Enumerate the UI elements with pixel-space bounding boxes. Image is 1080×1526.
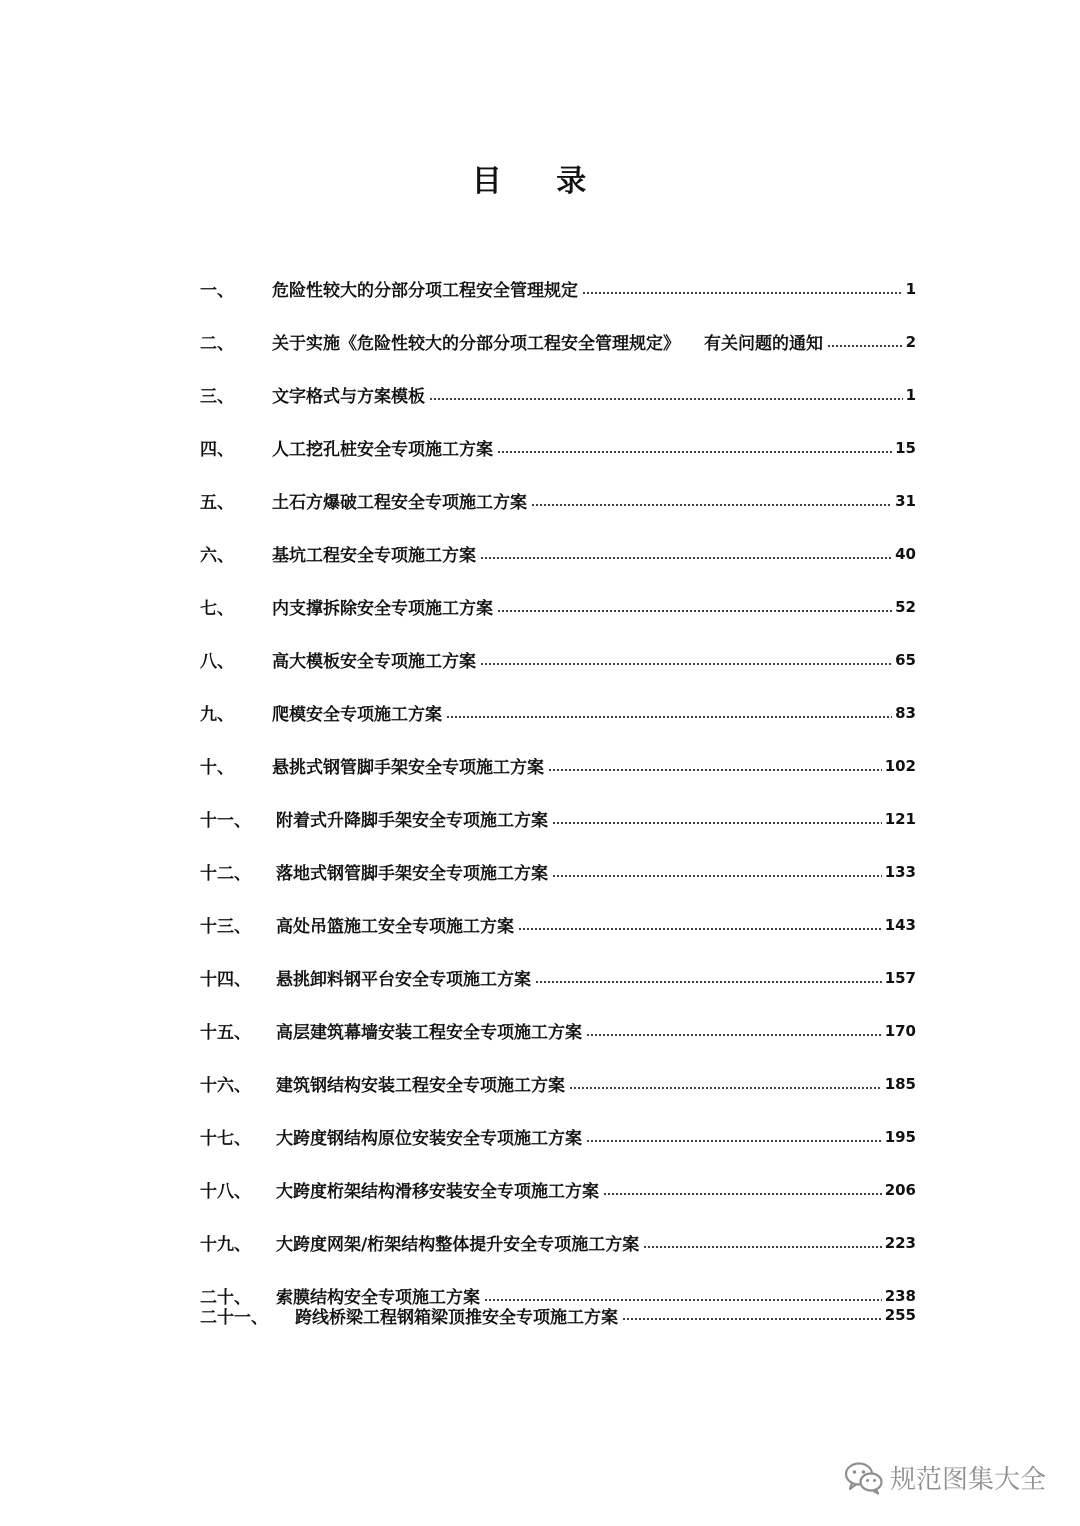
dot-leader <box>582 292 903 294</box>
toc-entry-page-number: 143 <box>884 915 916 934</box>
dot-leader <box>586 1140 882 1142</box>
dot-leader <box>446 716 892 718</box>
toc-entry[interactable] <box>200 1004 916 1057</box>
dot-leader <box>548 769 882 771</box>
dot-leader <box>603 1193 882 1195</box>
toc-entry-number: 十八、 <box>200 1182 251 1202</box>
toc-entry-title-suffix: 有关问题的通知 <box>704 334 823 354</box>
toc-entry-page-number: 121 <box>884 809 916 828</box>
toc-entry-title <box>276 1124 582 1149</box>
watermark <box>844 1459 1046 1496</box>
toc-entry-title-text: 基坑工程安全专项施工方案 <box>272 546 476 566</box>
toc-entry-title <box>272 488 527 513</box>
toc-entry-page-number: 255 <box>884 1306 916 1324</box>
toc-entry-title <box>272 382 425 407</box>
toc-entry[interactable] <box>200 474 916 527</box>
toc-entry-title <box>276 859 548 884</box>
toc-entry[interactable] <box>200 686 916 739</box>
toc-entry-title-text: 索膜结构安全专项施工方案 <box>276 1288 480 1308</box>
toc-entry-title <box>272 435 493 460</box>
toc-entry[interactable] <box>200 368 916 421</box>
toc-entry-title-text: 土石方爆破工程安全专项施工方案 <box>272 493 527 513</box>
toc-entry-title <box>276 912 514 937</box>
toc-entry-title-text: 危险性较大的分部分项工程安全管理规定 <box>272 281 578 301</box>
toc-entry[interactable] <box>200 1305 916 1328</box>
dot-leader <box>480 663 892 665</box>
toc-entry-page-number: 31 <box>895 491 916 510</box>
toc-entry-page-number: 157 <box>884 968 916 987</box>
toc-entry-page-number: 1 <box>905 385 916 404</box>
dot-leader <box>531 504 892 506</box>
toc-entry-title <box>276 1018 582 1043</box>
toc-entry-number: 十一、 <box>200 811 251 831</box>
page-title: 目 录 <box>471 164 609 199</box>
toc-entry[interactable] <box>200 633 916 686</box>
toc-entry-page-number: 65 <box>895 650 916 669</box>
toc-entry-number: 八、 <box>200 652 234 672</box>
toc-entry-title-text: 大跨度钢结构原位安装安全专项施工方案 <box>276 1129 582 1149</box>
toc-entry-page-number: 40 <box>895 544 916 563</box>
toc-entry-title <box>276 806 548 831</box>
toc-entry-page-number: 206 <box>884 1180 916 1199</box>
toc-entry-title <box>276 965 531 990</box>
toc-entry-number: 十六、 <box>200 1076 251 1096</box>
dot-leader <box>429 398 903 400</box>
toc-entry-number: 十九、 <box>200 1235 251 1255</box>
dot-leader <box>518 928 882 930</box>
toc-entry-title <box>295 1303 618 1328</box>
toc-entry-title-text: 建筑钢结构安装工程安全专项施工方案 <box>276 1076 565 1096</box>
toc-entry-title-text: 大跨度网架/桁架结构整体提升安全专项施工方案 <box>276 1235 640 1255</box>
toc-entry-page-number: 15 <box>895 438 916 457</box>
wechat-icon <box>844 1461 884 1495</box>
toc-entry-title <box>272 647 476 672</box>
toc-entry-number: 一、 <box>200 281 234 301</box>
toc-entry[interactable] <box>200 580 916 633</box>
toc-entry-page-number: 133 <box>884 862 916 881</box>
toc-entry-title-text: 爬模安全专项施工方案 <box>272 705 442 725</box>
toc-entry-number: 五、 <box>200 493 234 513</box>
toc-entry-page-number: 195 <box>884 1127 916 1146</box>
toc-entry[interactable] <box>200 1110 916 1163</box>
toc-entry-number: 二十、 <box>200 1288 251 1308</box>
dot-leader <box>480 557 892 559</box>
table-of-contents <box>200 262 916 1328</box>
toc-entry-number: 二十一、 <box>200 1307 268 1328</box>
toc-entry-title-text: 内支撑拆除安全专项施工方案 <box>272 599 493 619</box>
toc-entry-title-text: 文字格式与方案模板 <box>272 387 425 407</box>
toc-entry-page-number: 170 <box>884 1021 916 1040</box>
dot-leader <box>569 1087 882 1089</box>
toc-entry-title-text: 悬挑卸料钢平台安全专项施工方案 <box>276 970 531 990</box>
toc-entry-title-text: 大跨度桁架结构滑移安装安全专项施工方案 <box>276 1182 599 1202</box>
dot-leader <box>497 451 892 453</box>
toc-entry-title <box>272 594 493 619</box>
toc-entry[interactable] <box>200 739 916 792</box>
toc-entry-title <box>272 329 823 354</box>
dot-leader <box>497 610 892 612</box>
toc-entry-number: 十三、 <box>200 917 251 937</box>
dot-leader <box>586 1034 882 1036</box>
toc-entry-title <box>276 1230 639 1255</box>
toc-entry-title-text: 悬挑式钢管脚手架安全专项施工方案 <box>272 758 544 778</box>
toc-entry-number: 十七、 <box>200 1129 251 1149</box>
toc-entry-title <box>276 1177 599 1202</box>
toc-entry-page-number: 102 <box>884 756 916 775</box>
toc-entry-title-text: 跨线桥梁工程钢箱梁顶推安全专项施工方案 <box>295 1307 618 1328</box>
toc-entry-title <box>272 276 578 301</box>
toc-entry-title-text: 高层建筑幕墙安装工程安全专项施工方案 <box>276 1023 582 1043</box>
toc-entry-title-text: 落地式钢管脚手架安全专项施工方案 <box>276 864 548 884</box>
toc-entry[interactable] <box>200 262 916 315</box>
toc-entry-page-number: 2 <box>905 332 916 351</box>
toc-entry-title-text: 附着式升降脚手架安全专项施工方案 <box>276 811 548 831</box>
toc-entry-number: 十四、 <box>200 970 251 990</box>
toc-entry-page-number: 238 <box>884 1286 916 1305</box>
dot-leader <box>484 1299 882 1301</box>
toc-entry-title-text: 高大模板安全专项施工方案 <box>272 652 476 672</box>
toc-entry[interactable] <box>200 1163 916 1216</box>
toc-entry-title <box>272 541 476 566</box>
toc-entry-page-number: 185 <box>884 1074 916 1093</box>
toc-entry-number: 三、 <box>200 387 234 407</box>
toc-entry-title <box>272 700 442 725</box>
toc-entry-page-number: 83 <box>895 703 916 722</box>
dot-leader <box>552 875 882 877</box>
dot-leader <box>535 981 882 983</box>
toc-entry-title-text: 关于实施《危险性较大的分部分项工程安全管理规定》 <box>272 334 680 354</box>
dot-leader <box>622 1318 882 1320</box>
toc-entry-number: 二、 <box>200 334 234 354</box>
toc-entry-page-number: 223 <box>884 1233 916 1252</box>
toc-entry[interactable] <box>200 1216 916 1269</box>
toc-entry-number: 十二、 <box>200 864 251 884</box>
toc-entry-number: 四、 <box>200 440 234 460</box>
toc-entry-title <box>276 1071 565 1096</box>
toc-entry-title-text: 人工挖孔桩安全专项施工方案 <box>272 440 493 460</box>
toc-entry[interactable] <box>200 1057 916 1110</box>
toc-entry[interactable] <box>200 421 916 474</box>
toc-entry-title <box>272 753 544 778</box>
dot-leader <box>552 822 882 824</box>
dot-leader <box>643 1246 881 1248</box>
toc-entry-number: 九、 <box>200 705 234 725</box>
toc-entry-number: 十五、 <box>200 1023 251 1043</box>
toc-entry-number: 十、 <box>200 758 234 778</box>
toc-entry[interactable] <box>200 527 916 580</box>
toc-entry-title-text: 高处吊篮施工安全专项施工方案 <box>276 917 514 937</box>
watermark-text: 规范图集大全 <box>889 1465 1046 1495</box>
toc-entry-number: 六、 <box>200 546 234 566</box>
toc-entry-number: 七、 <box>200 599 234 619</box>
toc-entry-page-number: 1 <box>905 279 916 298</box>
toc-entry-page-number: 52 <box>895 597 916 616</box>
toc-entry[interactable] <box>200 898 916 951</box>
toc-entry[interactable] <box>200 792 916 845</box>
toc-entry[interactable] <box>200 951 916 1004</box>
toc-entry[interactable] <box>200 845 916 898</box>
toc-entry[interactable] <box>200 315 916 368</box>
dot-leader <box>827 345 903 347</box>
